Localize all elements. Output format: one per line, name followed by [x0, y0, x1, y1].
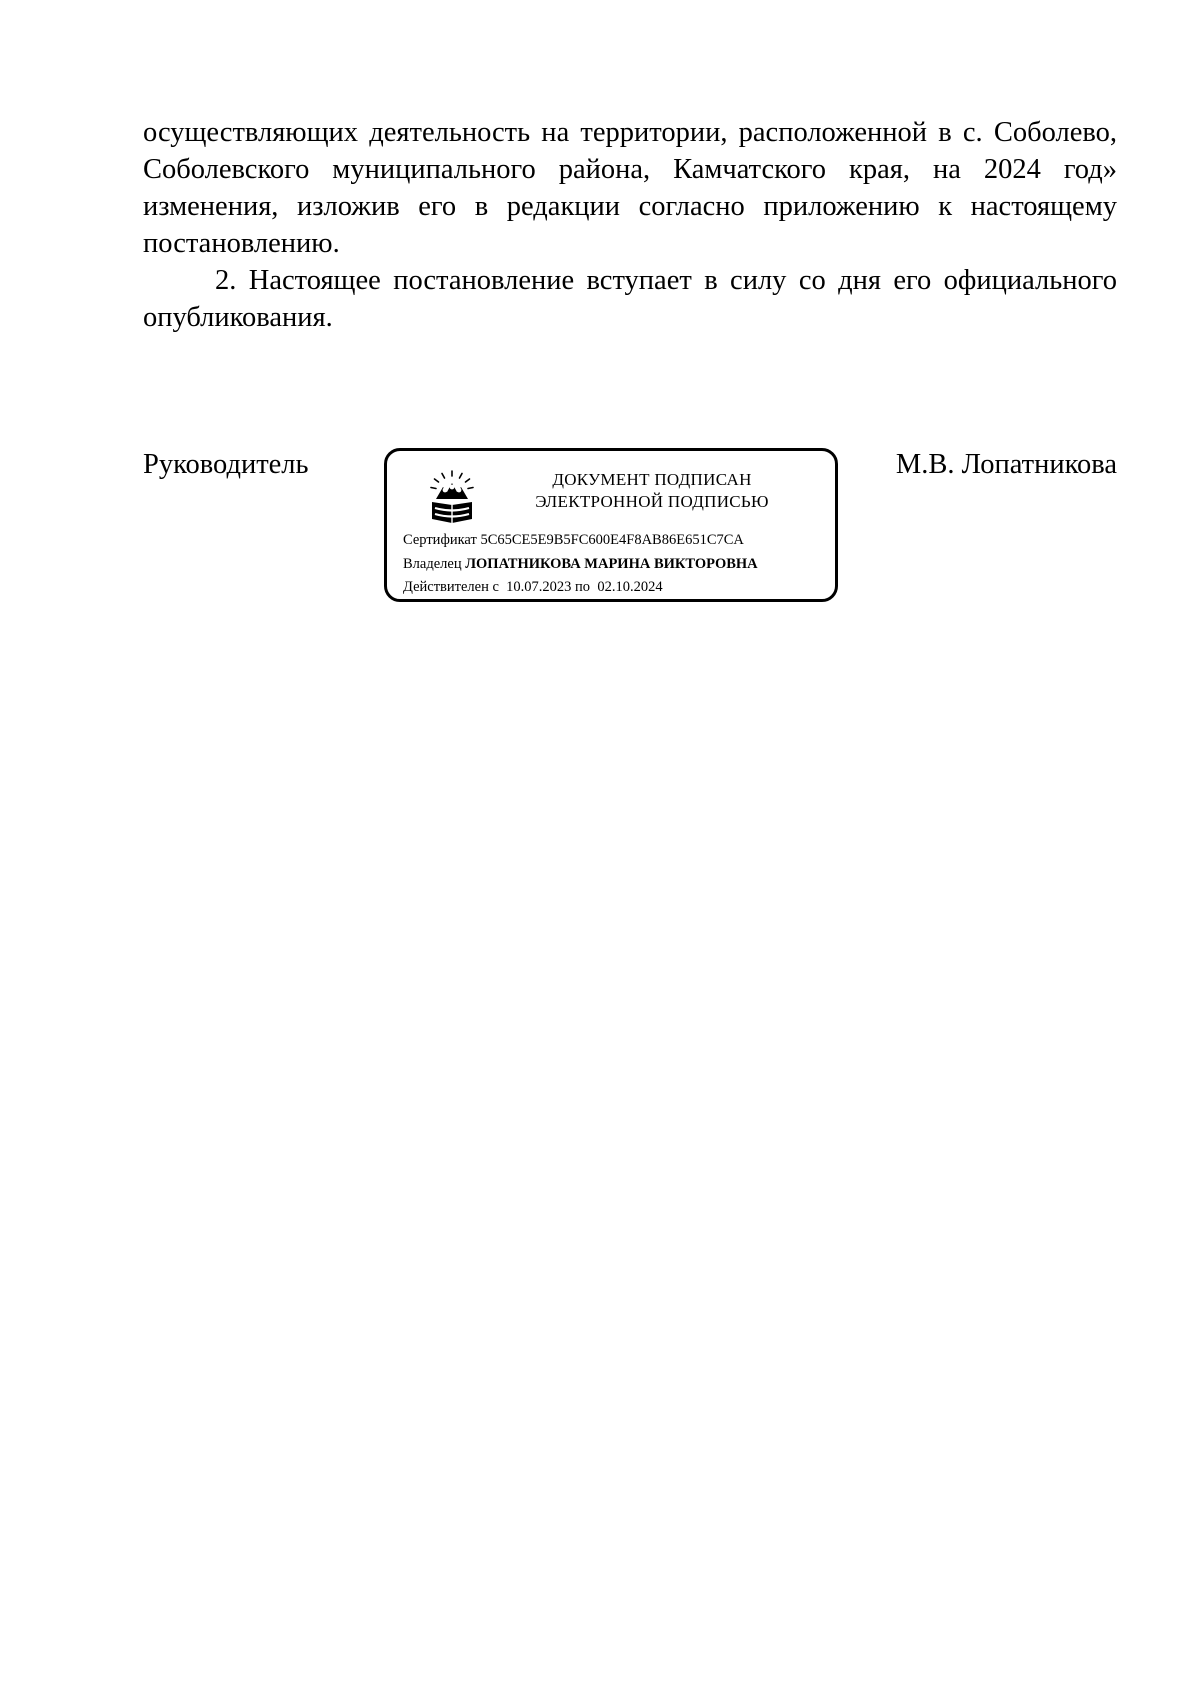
stamp-header-line-2: ЭЛЕКТРОННОЙ ПОДПИСЬЮ [535, 492, 769, 511]
valid-from: 10.07.2023 [506, 579, 572, 595]
valid-label: Действителен с [403, 579, 499, 595]
owner-value: ЛОПАТНИКОВА МАРИНА ВИКТОРОВНА [465, 556, 758, 572]
stamp-validity [403, 577, 663, 597]
signer-title: Руководитель [143, 449, 309, 480]
electronic-signature-stamp [384, 448, 838, 602]
valid-to-label: по [575, 579, 591, 595]
coat-of-arms-icon [427, 469, 477, 525]
stamp-owner [403, 554, 758, 574]
certificate-label: Сертификат [403, 532, 477, 548]
paragraph-2: 2. Настоящее постановление вступает в силу со дня его официального опубликования. [143, 265, 1117, 333]
valid-to: 02.10.2024 [597, 579, 663, 595]
document-body [143, 114, 1117, 336]
certificate-value: 5C65CE5E9B5FC600E4F8AB86E651C7CA [480, 532, 744, 548]
stamp-header-line-1: ДОКУМЕНТ ПОДПИСАН [552, 470, 752, 489]
signer-name: М.В. Лопатникова [895, 449, 1117, 480]
stamp-certificate [403, 530, 744, 550]
owner-label: Владелец [403, 556, 462, 572]
paragraph-1: осуществляющих деятельность на территории, расположенной в с. Соболево, Соболевского муниципального района, Камчатского края, на 2024 год» изменения, изложив его в редакции согласно приложению к настоящему постановлению. [143, 117, 1117, 259]
stamp-header [487, 469, 817, 513]
